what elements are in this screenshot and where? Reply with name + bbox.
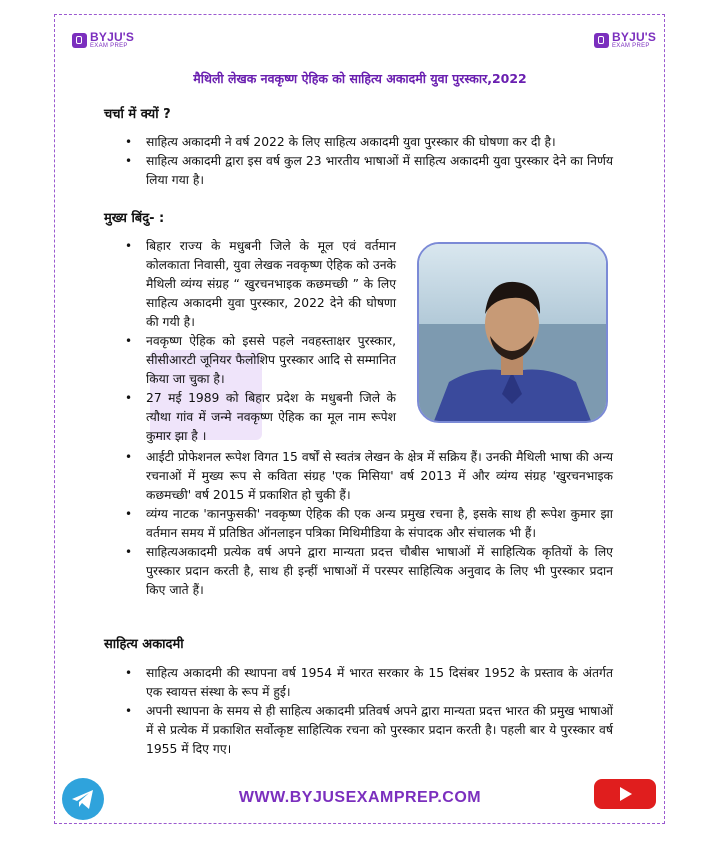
heading-why-in-news: चर्चा में क्यों ? (104, 107, 171, 122)
list-item: • बिहार राज्य के मधुबनी जिले के मूल एवं वर्तमान कोलकाता निवासी, युवा लेखक नवकृष्ण ऐहिक को उनके मैथिली व्यंग्य संग्रह “ खुरचनभाइक कछमच्छी ” के लिए साहित्य अकादमी युवा पुरस्कार, 2022 देने की घोषणा की गयी है। (125, 237, 396, 332)
heading-sahitya-academy: साहित्य अकादमी (104, 637, 184, 652)
academy-list (125, 664, 613, 759)
list-item: • साहित्य अकादमी की स्थापना वर्ष 1954 में भारत सरकार के 15 दिसंबर 1952 के प्रस्ताव के अंतर्गत एक स्वायत्त संस्था के रूप में हुई। (125, 664, 613, 702)
list-item: • व्यंग्य नाटक 'कानफुसकी' नवकृष्ण ऐहिक की एक अन्य प्रमुख रचना है, इसके साथ ही रूपेश कुमार झा वर्तमान समय में प्रतिष्ठित ऑनलाइन पत्रिका मिथिमीडिया के संपादक और संचालक भी हैं। (125, 505, 613, 543)
byjus-logo-right (594, 31, 656, 49)
byjus-logo-icon (594, 33, 609, 48)
list-item: • साहित्य अकादमी ने वर्ष 2022 के लिए साहित्य अकादमी युवा पुरस्कार की घोषणा कर दी है। (125, 133, 613, 152)
logo-brand: BYJU'S (612, 30, 657, 44)
list-item: • 27 मई 1989 को बिहार प्रदेश के मधुबनी जिले के त्यौथा गांव में जन्मे नवकृष्ण ऐहिक का मूल नाम रूपेश कुमार झा है । (125, 389, 396, 446)
list-item: • साहित्यअकादमी प्रत्येक वर्ष अपने द्वारा मान्यता प्रदत्त चौबीस भाषाओं में साहित्यिक कृतियों के लिए पुरस्कार प्रदान करती है, साथ ही इन्हीं भाषाओं में परस्पर साहित्यिक अनुवाद के लिए भी पुरस्कार प्रदान किए जाते हैं। (125, 543, 613, 600)
list-item: • आईटी प्रोफेशनल रूपेश विगत 15 वर्षों से स्वतंत्र लेखन के क्षेत्र में सक्रिय हैं। उनकी मैथिली भाषा की अन्य रचनाओं में मुख्य रूप से कविता संग्रह 'एक मिसिया' वर्ष 2013 में और व्यंग्य संग्रह 'खुरचनभाइक कछमच्छी' वर्ष 2015 में प्रकाशित हो चुकी हैं। (125, 448, 613, 505)
byjus-logo-left (72, 31, 134, 49)
youtube-icon[interactable] (594, 779, 656, 809)
heading-main-points: मुख्य बिंदु- : (104, 211, 165, 226)
list-item: • नवकृष्ण ऐहिक को इससे पहले नवहस्ताक्षर पुरस्कार, सीसीआरटी जूनियर फैलोशिप पुरस्कार आदि से सम्मानित किया जा चुका है। (125, 332, 396, 389)
list-item: • साहित्य अकादमी द्वारा इस वर्ष कुल 23 भारतीय भाषाओं में साहित्य अकादमी युवा पुरस्कार देने का निर्णय लिया गया है। (125, 152, 613, 190)
why-list (125, 133, 613, 190)
list-item: • अपनी स्थापना के समय से ही साहित्य अकादमी प्रतिवर्ष अपने द्वारा मान्यता प्रदत्त भारत की प्रमुख भाषाओं में से प्रत्येक में प्रकाशित सर्वोत्कृष्ट साहित्यिक रचना को पुरस्कार प्रदान करती है। पहली बार ये पुरस्कार वर्ष 1955 में दिए गए। (125, 702, 613, 759)
author-photo (417, 242, 608, 423)
logo-sub: EXAM PREP (90, 43, 128, 49)
page-title: मैथिली लेखक नवकृष्ण ऐहिक को साहित्य अकादमी युवा पुरस्कार,2022 (193, 71, 527, 86)
logo-sub: EXAM PREP (612, 43, 650, 49)
points-list-full (125, 448, 613, 600)
byjus-logo-icon (72, 33, 87, 48)
logo-brand: BYJU'S (90, 30, 135, 44)
points-list-beside-photo (125, 237, 396, 446)
website-link[interactable]: WWW.BYJUSEXAMPREP.COM (238, 789, 482, 806)
